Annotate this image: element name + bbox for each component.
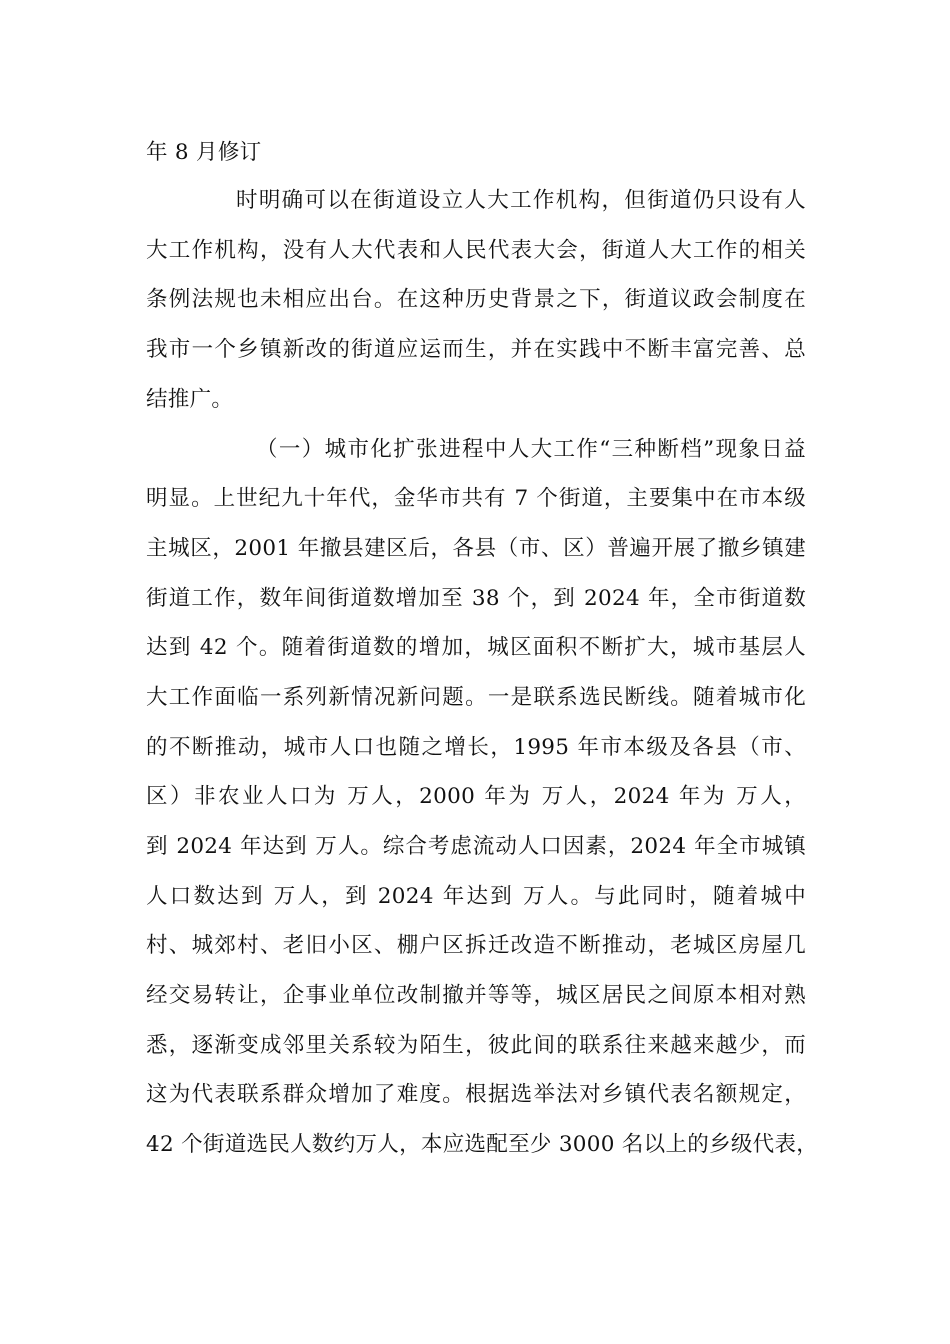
- text-line-10: 街道工作，数年间街道数增加至 38 个，到 2024 年，全市街道数: [146, 586, 806, 611]
- text-line-2: 时明确可以在街道设立人大工作机构，但街道仍只设有人: [236, 188, 806, 213]
- text-line-15: 到 2024 年达到 万人。综合考虑流动人口因素，2024 年全市城镇: [146, 834, 806, 859]
- text-line-11: 达到 42 个。随着街道数的增加，城区面积不断扩大，城市基层人: [146, 635, 806, 660]
- text-line-18: 经交易转让，企事业单位改制撤并等等，城区居民之间原本相对熟: [146, 983, 806, 1008]
- text-line-3: 大工作机构，没有人大代表和人民代表大会，街道人大工作的相关: [146, 238, 806, 263]
- text-line-9: 主城区，2001 年撤县建区后，各县（市、区）普遍开展了撤乡镇建: [146, 536, 806, 561]
- text-line-19: 悉，逐渐变成邻里关系较为陌生，彼此间的联系往来越来越少，而: [146, 1033, 806, 1058]
- text-line-21: 42 个街道选民人数约万人，本应选配至少 3000 名以上的乡级代表，: [146, 1132, 819, 1157]
- text-line-7: （一）城市化扩张进程中人大工作“三种断档”现象日益: [256, 437, 806, 462]
- text-line-16: 人口数达到 万人，到 2024 年达到 万人。与此同时，随着城中: [146, 884, 806, 909]
- text-line-12: 大工作面临一系列新情况新问题。一是联系选民断线。随着城市化: [146, 685, 806, 710]
- text-line-17: 村、城郊村、老旧小区、棚户区拆迁改造不断推动，老城区房屋几: [146, 933, 806, 958]
- text-line-1: 年 8 月修订: [146, 140, 262, 165]
- text-line-13: 的不断推动，城市人口也随之增长，1995 年市本级及各县（市、: [146, 735, 806, 760]
- text-line-8: 明显。上世纪九十年代，金华市共有 7 个街道，主要集中在市本级: [146, 486, 806, 511]
- text-line-6: 结推广。: [146, 387, 234, 412]
- text-line-4: 条例法规也未相应出台。在这种历史背景之下，街道议政会制度在: [146, 287, 806, 312]
- text-line-5: 我市一个乡镇新改的街道应运而生，并在实践中不断丰富完善、总: [146, 337, 806, 362]
- text-line-20: 这为代表联系群众增加了难度。根据选举法对乡镇代表名额规定，: [146, 1082, 806, 1107]
- text-line-14: 区）非农业人口为 万人，2000 年为 万人，2024 年为 万人，: [146, 784, 806, 809]
